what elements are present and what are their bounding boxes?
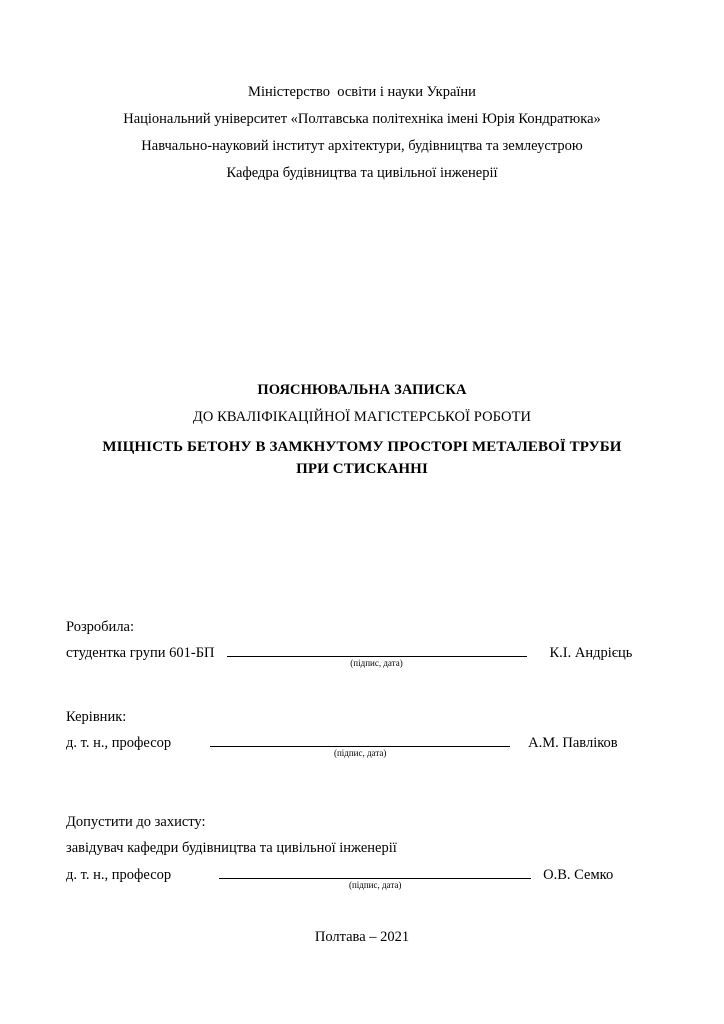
approval-signature-group (66, 809, 686, 888)
work-kind-subheading: ДО КВАЛІФІКАЦІЙНОЇ МАГІСТЕРСЬКОЇ РОБОТИ (192, 409, 532, 425)
supervisor-heading: Керівник: (66, 709, 127, 725)
signature-rule (227, 643, 527, 657)
thesis-main-title-line-2: ПРИ СТИСКАННІ (296, 461, 428, 477)
developer-signature-field[interactable] (227, 643, 527, 668)
document-type-heading: ПОЯСНЮВАЛЬНА ЗАПИСКА (257, 382, 467, 398)
approval-name: О.В. Семко (543, 867, 614, 883)
supervisor-name: А.М. Павліков (528, 735, 618, 751)
place-and-year: Полтава – 2021 (314, 929, 410, 945)
header-line-ministry: Міністерство освіти і науки України (248, 84, 476, 100)
approval-signature-row (66, 862, 686, 888)
thesis-main-title (0, 436, 724, 480)
developer-name: К.І. Андрієць (549, 645, 633, 661)
developer-signature-group (66, 614, 686, 666)
supervisor-signature-field[interactable] (210, 733, 510, 758)
signature-date-hint: (підпис, дата) (350, 658, 403, 668)
approval-role: д. т. н., професор (66, 867, 172, 883)
developer-signature-row (66, 640, 686, 666)
page-footer (0, 925, 724, 949)
institution-header (0, 79, 724, 187)
header-line-department: Кафедра будівництва та цивільної інженерії (226, 165, 498, 181)
thesis-main-title-line-1: МІЦНІСТЬ БЕТОНУ В ЗАМКНУТОМУ ПРОСТОРІ МЕТАЛЕВОЇ ТРУБИ (102, 439, 622, 455)
header-line-university: Національний університет «Полтавська політехніка імені Юрія Кондратюка» (123, 111, 601, 127)
supervisor-signature-group (66, 704, 686, 756)
supervisor-role: д. т. н., професор (66, 735, 172, 751)
developer-role: студентка групи 601-БП (66, 645, 215, 661)
supervisor-signature-row (66, 730, 686, 756)
developer-heading: Розробила: (66, 619, 135, 635)
signature-rule (210, 733, 510, 747)
signature-rule (219, 865, 531, 879)
signature-date-hint: (підпис, дата) (348, 880, 402, 890)
signature-date-hint: (підпис, дата) (333, 748, 387, 758)
header-line-institute: Навчально-науковий інститут архітектури, будівництва та землеустрою (141, 138, 583, 154)
approval-signature-field[interactable] (219, 865, 531, 890)
thesis-title-block (0, 377, 724, 480)
approval-position: завідувач кафедри будівництва та цивільної інженерії (66, 840, 397, 856)
approval-heading: Допустити до захисту: (66, 814, 206, 830)
